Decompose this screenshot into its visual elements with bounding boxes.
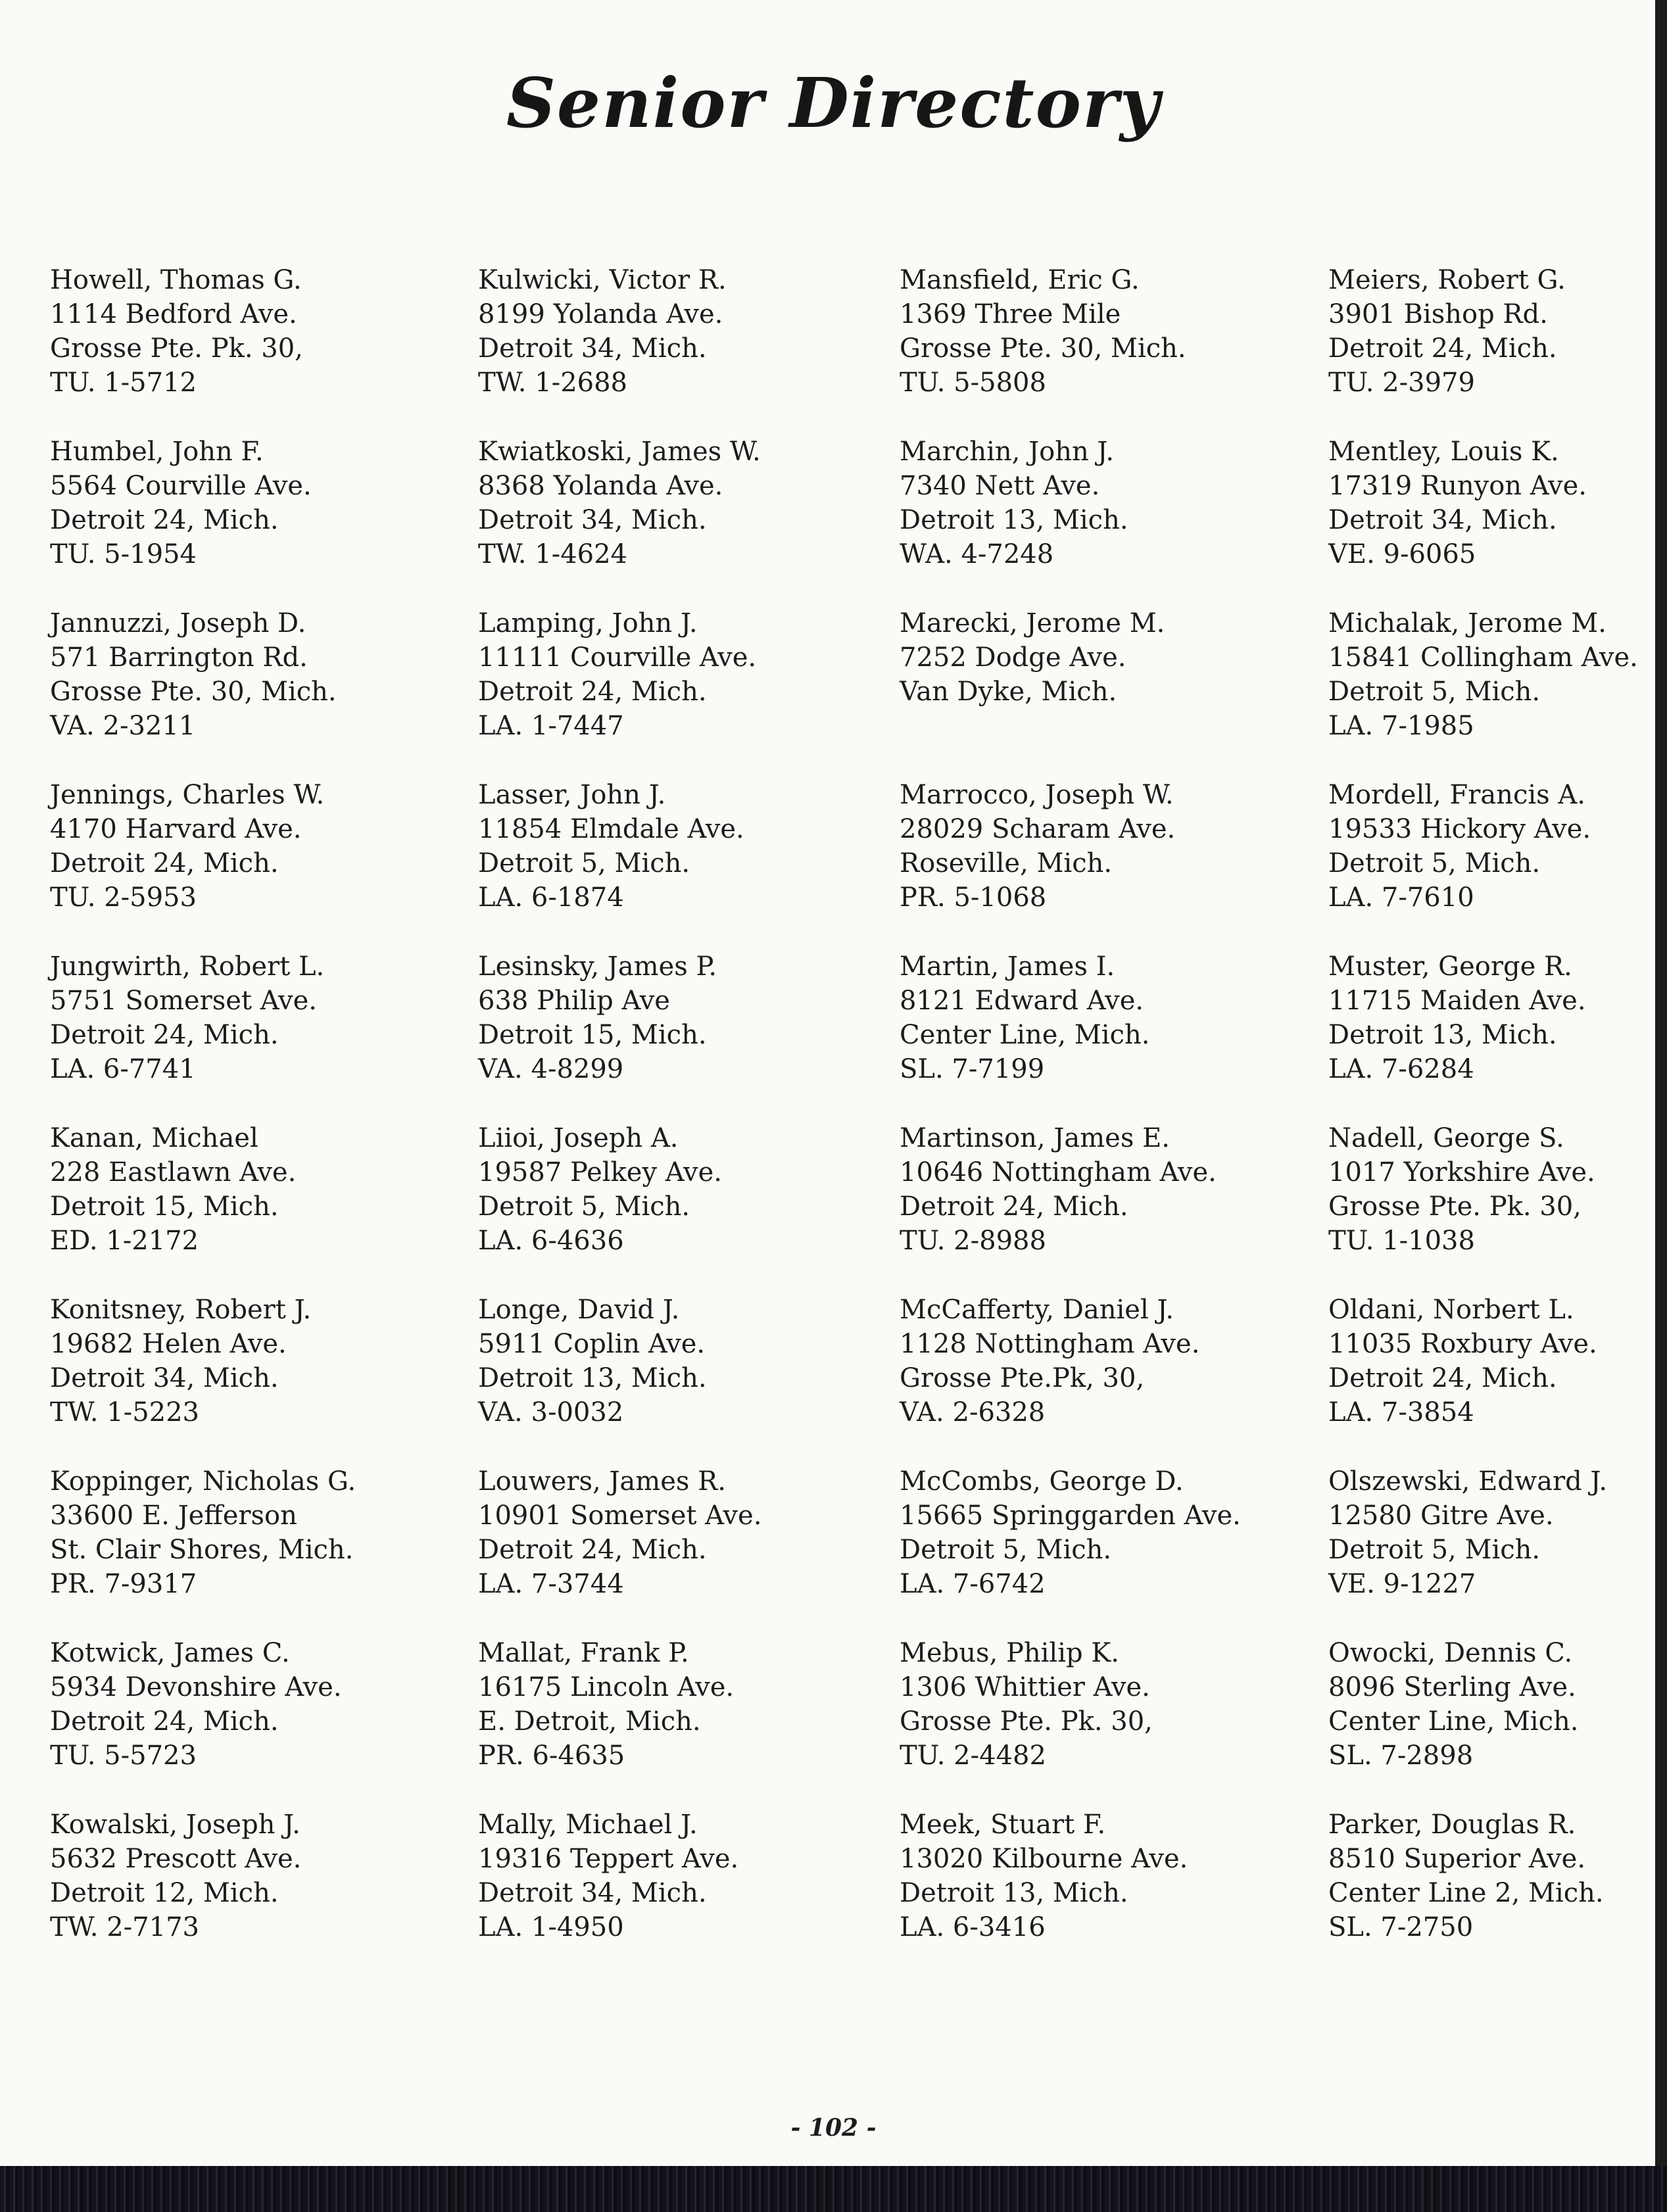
entry-address: 7252 Dodge Ave. (900, 642, 1126, 673)
directory-entry (478, 950, 846, 1086)
directory-entry (50, 950, 418, 1086)
entry-phone: TU. 5-5723 (50, 1741, 197, 1771)
entry-city: Detroit 12, Mich. (50, 1878, 279, 1908)
entry-city: Detroit 24, Mich. (50, 848, 279, 878)
entry-phone: TU. 1-5712 (50, 368, 197, 398)
entry-name: Kwiatkoski, James W. (478, 437, 761, 467)
entry-name: Muster, George R. (1328, 951, 1572, 982)
directory-entry (1328, 606, 1667, 743)
entry-address: 33600 E. Jefferson (50, 1501, 297, 1531)
entry-city: Detroit 5, Mich. (1328, 1535, 1541, 1565)
directory-entry (1328, 778, 1667, 915)
directory-entry (478, 435, 846, 571)
entry-address: 8121 Edward Ave. (900, 986, 1144, 1016)
entry-name: Lesinsky, James P. (478, 951, 717, 982)
directory-entry (900, 778, 1268, 915)
entry-address: 1369 Three Mile (900, 299, 1121, 329)
entry-phone: LA. 7-6742 (900, 1569, 1046, 1599)
entry-name: Konitsney, Robert J. (50, 1295, 312, 1325)
entry-name: Michalak, Jerome M. (1328, 608, 1607, 638)
entry-address: 7340 Nett Ave. (900, 471, 1100, 501)
entry-city: Center Line, Mich. (1328, 1706, 1579, 1737)
entry-name: Parker, Douglas R. (1328, 1810, 1576, 1840)
entry-name: Kowalski, Joseph J. (50, 1810, 301, 1840)
entry-name: Kotwick, James C. (50, 1638, 290, 1668)
entry-address: 11035 Roxbury Ave. (1328, 1329, 1597, 1359)
entry-name: Martin, James I. (900, 951, 1115, 982)
entry-city: Detroit 34, Mich. (478, 505, 707, 535)
entry-address: 11715 Maiden Ave. (1328, 986, 1586, 1016)
entry-city: Detroit 13, Mich. (900, 505, 1128, 535)
entry-phone: PR. 6-4635 (478, 1741, 625, 1771)
directory-entry (50, 1121, 418, 1258)
entry-address: 5911 Coplin Ave. (478, 1329, 706, 1359)
entry-address: 15665 Springgarden Ave. (900, 1501, 1241, 1531)
entry-address: 3901 Bishop Rd. (1328, 299, 1548, 329)
entry-address: 5632 Prescott Ave. (50, 1844, 302, 1874)
entry-phone: LA. 7-3744 (478, 1569, 624, 1599)
entry-phone: PR. 7-9317 (50, 1569, 197, 1599)
entry-phone: SL. 7-2750 (1328, 1912, 1474, 1942)
entry-address: 15841 Collingham Ave. (1328, 642, 1638, 673)
entry-name: Liioi, Joseph A. (478, 1123, 679, 1153)
entry-address: 1306 Whittier Ave. (900, 1672, 1150, 1702)
directory-entry (478, 1293, 846, 1430)
directory-entry (900, 1121, 1268, 1258)
directory-entry (50, 263, 418, 400)
entry-city: Detroit 13, Mich. (1328, 1020, 1557, 1050)
entry-phone: ED. 1-2172 (50, 1226, 199, 1256)
directory-entry (900, 1636, 1268, 1773)
directory-entry (1328, 435, 1667, 571)
entry-address: 5564 Courville Ave. (50, 471, 312, 501)
entry-phone: TU. 2-5953 (50, 882, 197, 913)
entry-address: 16175 Lincoln Ave. (478, 1672, 735, 1702)
directory-entry (478, 1808, 846, 1944)
directory-entry (900, 1293, 1268, 1430)
directory-entry (478, 606, 846, 743)
entry-city: Detroit 34, Mich. (1328, 505, 1557, 535)
entry-name: Koppinger, Nicholas G. (50, 1466, 356, 1497)
directory-entry (1328, 1464, 1667, 1601)
entry-name: Meek, Stuart F. (900, 1810, 1106, 1840)
entry-city: Detroit 24, Mich. (50, 505, 279, 535)
entry-name: McCombs, George D. (900, 1466, 1184, 1497)
directory-entry (1328, 1636, 1667, 1773)
entry-city: Grosse Pte. 30, Mich. (50, 677, 337, 707)
directory-entry (900, 1808, 1268, 1944)
directory-entry (50, 1464, 418, 1601)
directory-entry (478, 1121, 846, 1258)
entry-phone: LA. 1-7447 (478, 711, 624, 741)
entry-phone: LA. 6-7741 (50, 1054, 196, 1084)
entry-name: Jungwirth, Robert L. (50, 951, 325, 982)
directory-entry (478, 263, 846, 400)
entry-name: Jannuzzi, Joseph D. (50, 608, 306, 638)
entry-address: 8096 Sterling Ave. (1328, 1672, 1576, 1702)
entry-city: E. Detroit, Mich. (478, 1706, 701, 1737)
entry-name: Kanan, Michael (50, 1123, 258, 1153)
directory-entry (1328, 263, 1667, 400)
entry-address: 10901 Somerset Ave. (478, 1501, 762, 1531)
entry-address: 1017 Yorkshire Ave. (1328, 1157, 1595, 1188)
entry-phone: WA. 4-7248 (900, 539, 1054, 569)
entry-name: Olszewski, Edward J. (1328, 1466, 1608, 1497)
entry-city: Detroit 24, Mich. (50, 1706, 279, 1737)
entry-name: Marecki, Jerome M. (900, 608, 1165, 638)
entry-city: Detroit 5, Mich. (1328, 677, 1541, 707)
entry-address: 28029 Scharam Ave. (900, 814, 1176, 844)
entry-phone: TU. 2-3979 (1328, 368, 1475, 398)
entry-phone: VA. 2-3211 (50, 711, 196, 741)
entry-name: Nadell, George S. (1328, 1123, 1564, 1153)
directory-entry (1328, 1121, 1667, 1258)
directory-entry (478, 1464, 846, 1601)
directory-entry (900, 435, 1268, 571)
directory-entry (50, 606, 418, 743)
entry-city: Detroit 24, Mich. (50, 1020, 279, 1050)
page-number: - 102 - (790, 2114, 877, 2142)
entry-phone: LA. 6-1874 (478, 882, 624, 913)
directory-entry (900, 263, 1268, 400)
directory-entry (900, 1464, 1268, 1601)
directory-entry (478, 778, 846, 915)
entry-address: 5934 Devonshire Ave. (50, 1672, 342, 1702)
entry-phone: TU. 2-4482 (900, 1741, 1046, 1771)
entry-city: Detroit 13, Mich. (478, 1363, 707, 1393)
entry-phone: TU. 5-1954 (50, 539, 197, 569)
entry-phone: VA. 4-8299 (478, 1054, 624, 1084)
directory-entry (900, 606, 1268, 709)
entry-city: Van Dyke, Mich. (900, 677, 1117, 707)
entry-phone: TW. 1-4624 (478, 539, 627, 569)
entry-city: Detroit 5, Mich. (900, 1535, 1112, 1565)
directory-entry (50, 778, 418, 915)
entry-address: 11854 Elmdale Ave. (478, 814, 744, 844)
entry-name: Kulwicki, Victor R. (478, 265, 727, 295)
directory-entry (50, 1636, 418, 1773)
entry-phone: TW. 2-7173 (50, 1912, 199, 1942)
entry-phone: TW. 1-5223 (50, 1397, 199, 1428)
entry-address: 5751 Somerset Ave. (50, 986, 317, 1016)
entry-name: Oldani, Norbert L. (1328, 1295, 1574, 1325)
entry-phone: LA. 7-6284 (1328, 1054, 1474, 1084)
entry-city: St. Clair Shores, Mich. (50, 1535, 354, 1565)
entry-address: 19533 Hickory Ave. (1328, 814, 1591, 844)
entry-name: Mally, Michael J. (478, 1810, 698, 1840)
entry-address: 8510 Superior Ave. (1328, 1844, 1586, 1874)
entry-name: Lasser, John J. (478, 780, 666, 810)
entry-address: 8199 Yolanda Ave. (478, 299, 723, 329)
entry-city: Detroit 24, Mich. (478, 677, 707, 707)
entry-name: Longe, David J. (478, 1295, 680, 1325)
entry-address: 13020 Kilbourne Ave. (900, 1844, 1188, 1874)
entry-name: Humbel, John F. (50, 437, 264, 467)
entry-name: Marrocco, Joseph W. (900, 780, 1174, 810)
entry-phone: SL. 7-7199 (900, 1054, 1045, 1084)
entry-address: 17319 Runyon Ave. (1328, 471, 1587, 501)
entry-phone: SL. 7-2898 (1328, 1741, 1474, 1771)
scan-bottom-band (0, 2166, 1667, 2212)
entry-address: 12580 Gitre Ave. (1328, 1501, 1554, 1531)
page-title: Senior Directory (506, 62, 1161, 143)
entry-name: Lamping, John J. (478, 608, 698, 638)
entry-city: Detroit 13, Mich. (900, 1878, 1128, 1908)
entry-name: Howell, Thomas G. (50, 265, 302, 295)
entry-address: 1128 Nottingham Ave. (900, 1329, 1200, 1359)
entry-name: McCafferty, Daniel J. (900, 1295, 1174, 1325)
entry-city: Detroit 24, Mich. (1328, 333, 1557, 364)
directory-entry (1328, 1808, 1667, 1944)
entry-name: Mentley, Louis K. (1328, 437, 1559, 467)
entry-phone: LA. 7-7610 (1328, 882, 1474, 913)
entry-phone: VE. 9-6065 (1328, 539, 1476, 569)
entry-phone: LA. 6-3416 (900, 1912, 1046, 1942)
entry-city: Grosse Pte. Pk. 30, (1328, 1191, 1582, 1222)
entry-phone: LA. 7-1985 (1328, 711, 1474, 741)
entry-phone: LA. 1-4950 (478, 1912, 624, 1942)
entry-phone: VE. 9-1227 (1328, 1569, 1476, 1599)
directory-entry (50, 1808, 418, 1944)
entry-name: Marchin, John J. (900, 437, 1115, 467)
entry-city: Detroit 15, Mich. (478, 1020, 707, 1050)
entry-name: Mebus, Philip K. (900, 1638, 1119, 1668)
entry-name: Owocki, Dennis C. (1328, 1638, 1573, 1668)
entry-address: 228 Eastlawn Ave. (50, 1157, 297, 1188)
entry-city: Detroit 24, Mich. (1328, 1363, 1557, 1393)
entry-name: Louwers, James R. (478, 1466, 726, 1497)
entry-address: 19587 Pelkey Ave. (478, 1157, 723, 1188)
entry-address: 10646 Nottingham Ave. (900, 1157, 1217, 1188)
entry-phone: VA. 2-6328 (900, 1397, 1046, 1428)
entry-city: Detroit 24, Mich. (478, 1535, 707, 1565)
entry-city: Detroit 5, Mich. (478, 1191, 690, 1222)
directory-entry (50, 1293, 418, 1430)
entry-address: 571 Barrington Rd. (50, 642, 308, 673)
entry-name: Jennings, Charles W. (50, 780, 325, 810)
entry-phone: LA. 6-4636 (478, 1226, 624, 1256)
entry-city: Detroit 34, Mich. (478, 333, 707, 364)
entry-city: Detroit 5, Mich. (1328, 848, 1541, 878)
entry-name: Mansfield, Eric G. (900, 265, 1140, 295)
entry-city: Roseville, Mich. (900, 848, 1113, 878)
entry-city: Grosse Pte. Pk. 30, (50, 333, 303, 364)
entry-name: Mordell, Francis A. (1328, 780, 1585, 810)
entry-city: Center Line, Mich. (900, 1020, 1150, 1050)
entry-city: Grosse Pte.Pk, 30, (900, 1363, 1145, 1393)
directory-entry (478, 1636, 846, 1773)
directory-entry (50, 435, 418, 571)
entry-phone: TU. 2-8988 (900, 1226, 1046, 1256)
directory-entry (1328, 950, 1667, 1086)
directory-entry (1328, 1293, 1667, 1430)
entry-city: Grosse Pte. Pk. 30, (900, 1706, 1153, 1737)
entry-address: 19316 Teppert Ave. (478, 1844, 739, 1874)
entry-phone: PR. 5-1068 (900, 882, 1047, 913)
entry-city: Detroit 15, Mich. (50, 1191, 279, 1222)
directory-entry (900, 950, 1268, 1086)
entry-city: Detroit 34, Mich. (478, 1878, 707, 1908)
entry-city: Detroit 34, Mich. (50, 1363, 279, 1393)
entry-address: 4170 Harvard Ave. (50, 814, 302, 844)
entry-address: 19682 Helen Ave. (50, 1329, 287, 1359)
entry-address: 11111 Courville Ave. (478, 642, 757, 673)
entry-city: Detroit 5, Mich. (478, 848, 690, 878)
entry-address: 638 Philip Ave (478, 986, 670, 1016)
entry-phone: TW. 1-2688 (478, 368, 627, 398)
entry-phone: LA. 7-3854 (1328, 1397, 1474, 1428)
entry-city: Detroit 24, Mich. (900, 1191, 1128, 1222)
entry-city: Center Line 2, Mich. (1328, 1878, 1604, 1908)
entry-name: Mallat, Frank P. (478, 1638, 689, 1668)
entry-address: 8368 Yolanda Ave. (478, 471, 723, 501)
entry-name: Meiers, Robert G. (1328, 265, 1566, 295)
entry-phone: VA. 3-0032 (478, 1397, 624, 1428)
entry-city: Grosse Pte. 30, Mich. (900, 333, 1186, 364)
entry-phone: TU. 1-1038 (1328, 1226, 1475, 1256)
entry-name: Martinson, James E. (900, 1123, 1170, 1153)
entry-address: 1114 Bedford Ave. (50, 299, 297, 329)
entry-phone: TU. 5-5808 (900, 368, 1046, 398)
